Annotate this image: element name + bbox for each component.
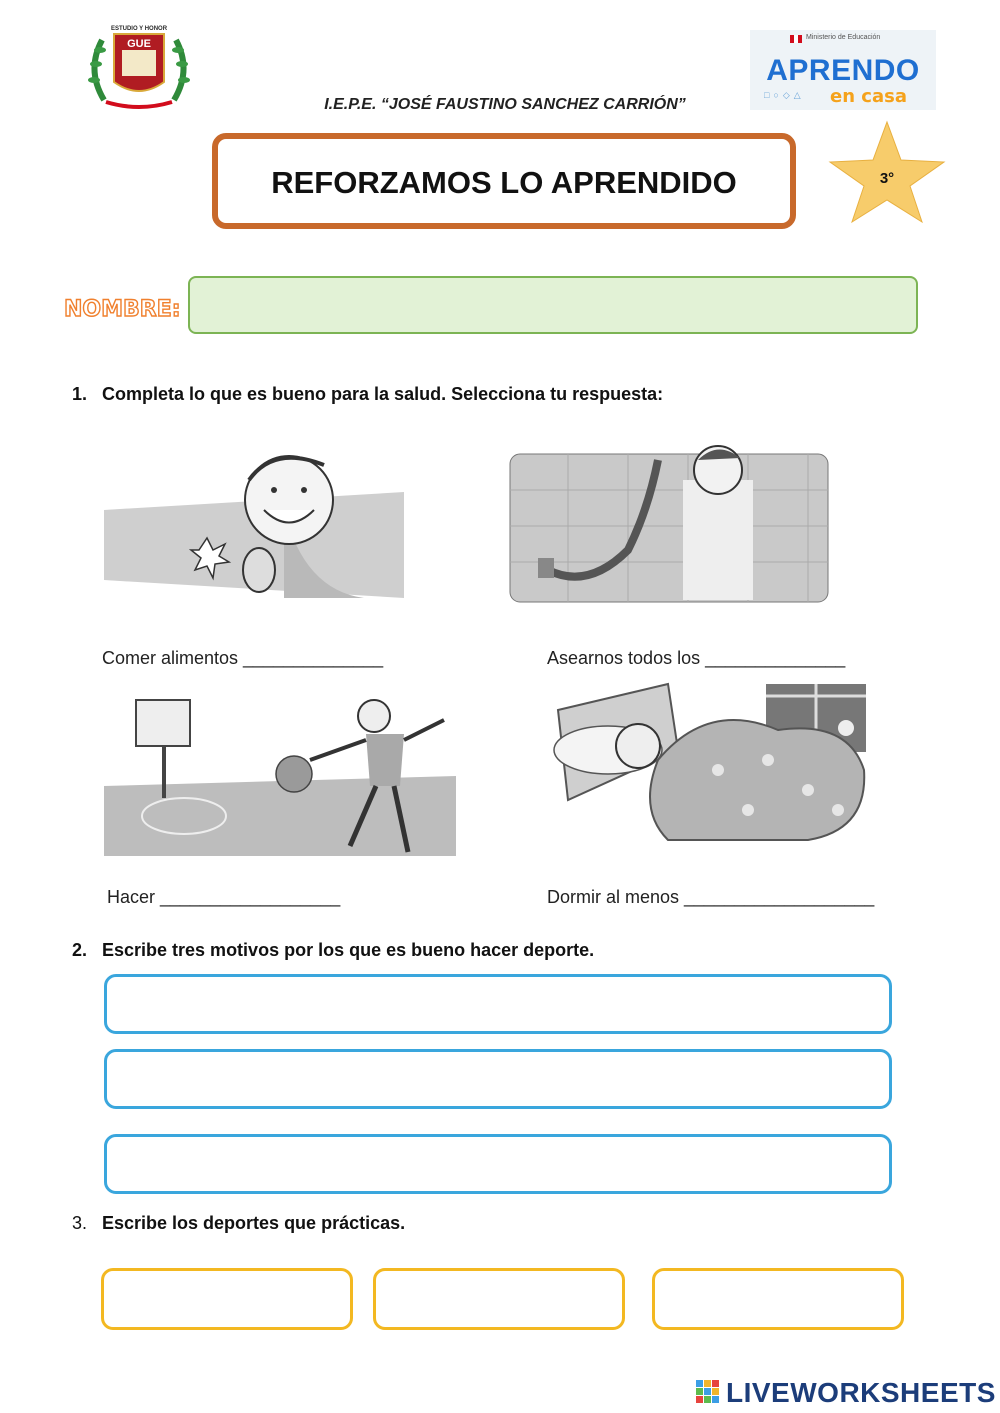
sport-answer-box-1[interactable] — [101, 1268, 353, 1330]
liveworksheets-icon — [696, 1380, 720, 1404]
question-2-number: 2. — [72, 940, 88, 960]
question-3-number: 3. — [72, 1213, 88, 1233]
girl-playing-basketball-picture — [104, 686, 456, 856]
crest-motto: ESTUDIO Y HONOR — [110, 26, 168, 32]
question-2-text: Escribe tres motivos por los que es bueno hacer deporte. — [102, 940, 595, 960]
logo-subtitle: en casa — [830, 86, 907, 107]
question-1-caption-1: Comer alimentos ______________ — [102, 648, 384, 668]
name-input[interactable] — [188, 276, 918, 334]
boy-showering-picture — [508, 440, 830, 606]
sport-answer-box-3[interactable] — [652, 1268, 904, 1330]
peru-flag-icon — [790, 35, 802, 43]
boy-eating-fruit-picture — [104, 440, 404, 602]
question-1-caption-4: Dormir al menos ___________________ — [547, 887, 875, 907]
logo-title: APRENDO — [766, 54, 920, 87]
question-2 — [72, 940, 594, 961]
girl-sleeping-picture — [548, 680, 870, 850]
crest-initials: GUE — [127, 38, 151, 50]
liveworksheets-brand: LIVEWORKSHEETS — [726, 1377, 996, 1408]
reason-answer-box-1[interactable] — [104, 974, 892, 1034]
question-1-caption-2: Asearnos todos los ______________ — [547, 648, 846, 668]
school-name: I.E.P.E. “JOSÉ FAUSTINO SANCHEZ CARRIÓN” — [324, 96, 686, 113]
logo-shapes-icon: □○◇△ — [764, 90, 805, 100]
question-3-text: Escribe los deportes que prácticas. — [102, 1213, 406, 1233]
sport-answer-box-2[interactable] — [373, 1268, 625, 1330]
ministry-label: Ministerio de Educación — [806, 34, 881, 41]
reason-answer-box-3[interactable] — [104, 1134, 892, 1194]
worksheet-title: REFORZAMOS LO APRENDIDO — [271, 165, 737, 200]
question-1-number: 1. — [72, 384, 88, 404]
question-1 — [72, 384, 663, 405]
school-crest-logo — [84, 20, 194, 112]
reason-answer-box-2[interactable] — [104, 1049, 892, 1109]
question-1-caption-3: Hacer __________________ — [107, 887, 341, 907]
question-3 — [72, 1213, 405, 1234]
name-label: NOMBRE: — [64, 297, 181, 322]
question-1-text: Completa lo que es bueno para la salud. Selecciona tu respuesta: — [102, 384, 664, 404]
aprendo-en-casa-logo — [750, 30, 936, 110]
worksheet-title-box — [212, 133, 796, 229]
grade-label: 3° — [879, 170, 895, 187]
